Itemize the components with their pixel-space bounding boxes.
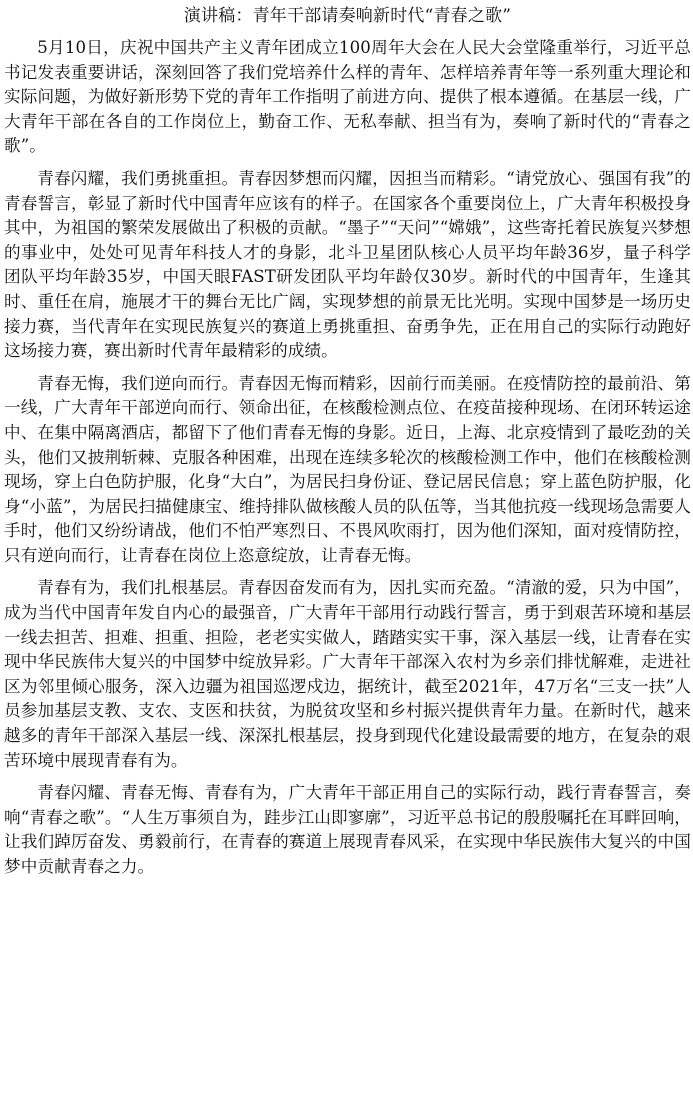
paragraph-youth-achieving: 青春有为，我们扎根基层。青春因奋发而有为，因扎实而充盈。“清澈的爱，只为中国”，成为当代中国青年发自内心的最强音，广大青年干部用行动践行誓言，勇于到艰苦环境和基层一线去担苦、担难、担重、担险，老老实实做人，踏踏实实干事，深入基层一线，让青春在实现中华民族伟大复兴的中国梦中绽放异彩。广大青年干部深入农村为乡亲们排忧解难，走进社区为邻里倾心服务，深入边疆为祖国巡逻戍边，据统计，截至2021年，47万名“三支一扶”人员参加基层支教、支农、支医和扶贫，为脱贫攻坚和乡村振兴提供青年力量。在新时代，越来越多的青年干部深入基层一线、深深扎根基层，投身到现代化建设最需要的地方，在复杂的艰苦环境中展现青春有为。 bbox=[4, 578, 691, 770]
paragraph-intro: 5月10日，庆祝中国共产主义青年团成立100周年大会在人民大会堂隆重举行，习近平总书记发表重要讲话，深刻回答了我们党培养什么样的青年、怎样培养青年等一系列重大理论和实际问题，为做好新形势下党的青年工作指明了前进方向、提供了根本遵循。在基层一线，广大青年干部在各自的工作岗位上，勤奋工作、无私奉献、担当有为，奏响了新时代的“青春之歌”。 bbox=[4, 38, 691, 156]
paragraph-conclusion: 青春闪耀、青春无悔、青春有为，广大青年干部正用自己的实际行动，践行青春誓言，奏响“青春之歌”。“人生万事须自为，跬步江山即寥廓”，习近平总书记的殷殷嘱托在耳畔回响，让我们踔厉奋发、勇毅前行，在青春的赛道上展现青春风采，在实现中华民族伟大复兴的中国梦中贡献青春之力。 bbox=[4, 783, 691, 876]
paragraph-youth-no-regret: 青春无悔，我们逆向而行。青春因无悔而精彩，因前行而美丽。在疫情防控的最前沿、第一线，广大青年干部逆向而行、领命出征，在核酸检测点位、在疫苗接种现场、在闭环转运途中、在集中隔离酒店，都留下了他们青春无悔的身影。近日，上海、北京疫情到了最吃劲的关头，他们又披荆斩棘、克服各种困难，出现在连续多轮次的核酸检测工作中，他们在核酸检测现场，穿上白色防护服，化身“大白”，为居民扫身份证、登记居民信息；穿上蓝色防护服，化身“小蓝”，为居民扫描健康宝、维持排队做核酸人员的队伍等，当其他抗疫一线现场急需要人手时，他们又纷纷请战，他们不怕严寒烈日、不畏风吹雨打，因为他们深知，面对疫情防控，只有逆向而行，让青春在岗位上恣意绽放，让青春无悔。 bbox=[4, 373, 691, 565]
paragraph-youth-shining: 青春闪耀，我们勇挑重担。青春因梦想而闪耀，因担当而精彩。“请党放心、强国有我”的青春誓言，彰显了新时代中国青年应该有的样子。在国家各个重要岗位上，广大青年积极投身其中，为祖国的繁荣发展做出了积极的贡献。“墨子”“天问”“嫦娥”，这些寄托着民族复兴梦想的事业中，处处可见青年科技人才的身影，北斗卫星团队核心人员平均年龄36岁，量子科学团队平均年龄35岁，中国天眼FAST研发团队平均年龄仅30岁。新时代的中国青年，生逢其时、重任在肩，施展才干的舞台无比广阔，实现梦想的前景无比光明。实现中国梦是一场历史接力赛，当代青年在实现民族复兴的赛道上勇挑重担、奋勇争先，正在用自己的实际行动跑好这场接力赛，赛出新时代青年最精彩的成绩。 bbox=[4, 168, 691, 361]
document-title: 演讲稿：青年干部请奏响新时代“青春之歌” bbox=[183, 6, 512, 26]
